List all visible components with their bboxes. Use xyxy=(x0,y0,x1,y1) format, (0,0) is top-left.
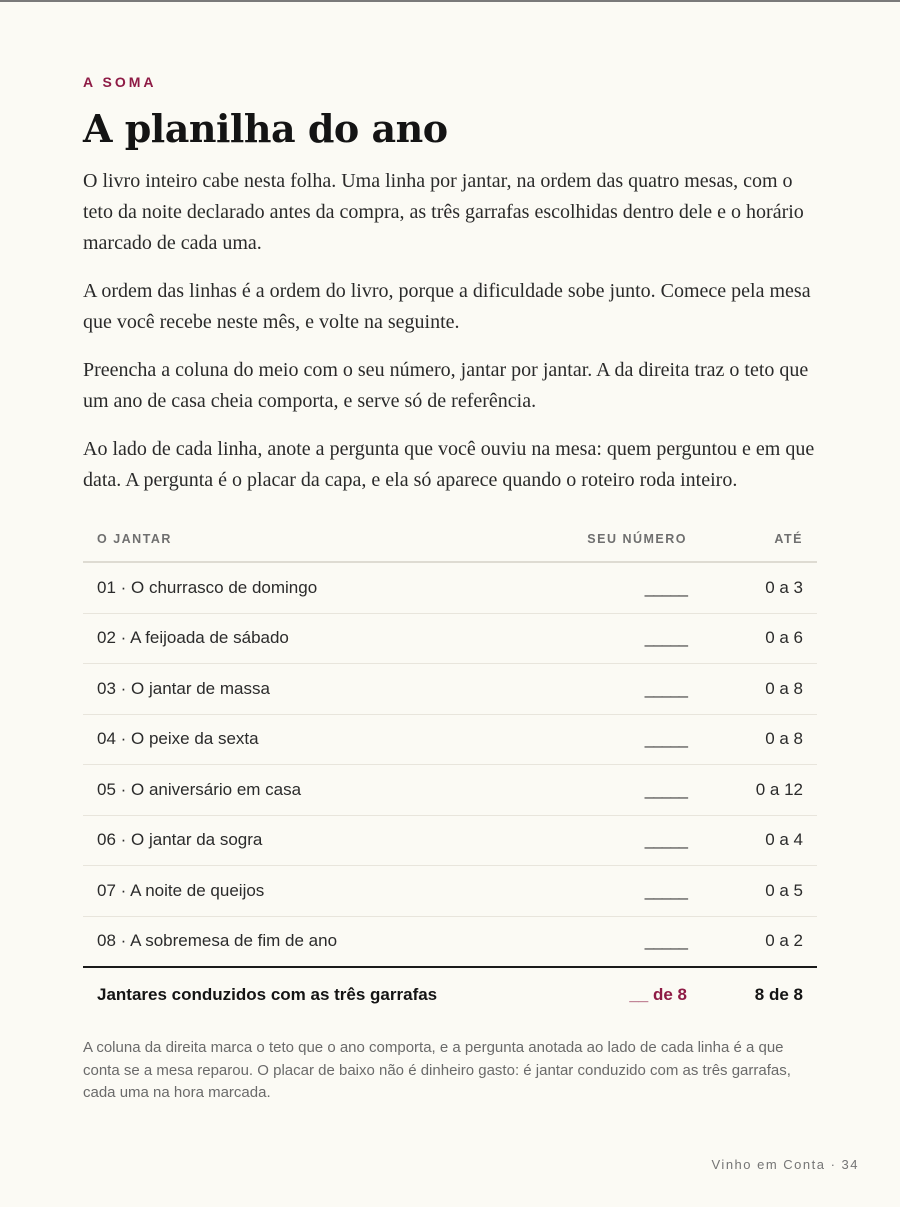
table-row xyxy=(83,613,817,664)
dinner-name: 06 · O jantar da sogra xyxy=(83,815,513,866)
column-header-max: ATÉ xyxy=(701,516,817,562)
intro-paragraph-2: A ordem das linhas é a ordem do livro, porque a dificuldade sobe junto. Comece pela mesa que você recebe neste mês, e volte na seguinte. xyxy=(83,280,811,333)
table-row xyxy=(83,562,817,613)
intro-paragraph-4: Ao lado de cada linha, anote a pergunta que você ouviu na mesa: quem perguntou e em que data. A pergunta é o placar da capa, e ela só aparece quando o roteiro roda inteiro. xyxy=(83,438,815,491)
dinner-name: 04 · O peixe da sexta xyxy=(83,714,513,765)
section-eyebrow: A SOMA xyxy=(83,74,157,90)
number-blank: _____ xyxy=(513,714,701,765)
column-header-number: SEU NÚMERO xyxy=(513,516,701,562)
number-blank: _____ xyxy=(513,664,701,715)
dinner-name: 03 · O jantar de massa xyxy=(83,664,513,715)
number-blank: _____ xyxy=(513,765,701,816)
number-blank: _____ xyxy=(513,866,701,917)
dinner-max: 0 a 4 xyxy=(701,815,817,866)
table-row xyxy=(83,866,817,917)
table-row xyxy=(83,765,817,816)
dinner-table xyxy=(83,516,817,1022)
page-title: A planilha do ano xyxy=(83,106,448,151)
dinner-name: 02 · A feijoada de sábado xyxy=(83,613,513,664)
dinner-name: 07 · A noite de queijos xyxy=(83,866,513,917)
dinner-name: 05 · O aniversário em casa xyxy=(83,765,513,816)
page-footer: Vinho em Conta · 34 xyxy=(711,1157,859,1172)
dinner-max: 0 a 8 xyxy=(701,664,817,715)
number-blank: _____ xyxy=(513,562,701,613)
dinner-max: 0 a 3 xyxy=(701,562,817,613)
table-note: A coluna da direita marca o teto que o ano comporta, e a pergunta anotada ao lado de cada linha é a que conta se a mesa reparou. O placar de baixo não é dinheiro gasto: é jantar conduzido com as três garrafas, cada uma na hora marcada. xyxy=(83,1039,791,1101)
table-row xyxy=(83,916,817,967)
dinner-name: 01 · O churrasco de domingo xyxy=(83,562,513,613)
number-blank: _____ xyxy=(513,613,701,664)
number-blank: _____ xyxy=(513,815,701,866)
intro-paragraph-1: O livro inteiro cabe nesta folha. Uma linha por jantar, na ordem das quatro mesas, com o teto da noite declarado antes da compra, as três garrafas escolhidas dentro dele e o horário marcado de cada uma. xyxy=(83,170,804,254)
table-header-row xyxy=(83,516,817,562)
dinner-max: 0 a 12 xyxy=(701,765,817,816)
dinner-max: 0 a 6 xyxy=(701,613,817,664)
table-row xyxy=(83,664,817,715)
table-row xyxy=(83,815,817,866)
number-blank: _____ xyxy=(513,916,701,967)
intro-paragraph-3: Preencha a coluna do meio com o seu número, jantar por jantar. A da direita traz o teto que um ano de casa cheia comporta, e serve só de referência. xyxy=(83,359,809,412)
dinner-name: 08 · A sobremesa de fim de ano xyxy=(83,916,513,967)
total-max: 8 de 8 xyxy=(754,985,803,1004)
total-label: Jantares conduzidos com as três garrafas xyxy=(97,985,438,1004)
total-row xyxy=(83,967,817,1022)
dinner-max: 0 a 8 xyxy=(701,714,817,765)
table-row xyxy=(83,714,817,765)
total-number: __ de 8 xyxy=(629,985,687,1004)
dinner-max: 0 a 2 xyxy=(701,916,817,967)
dinner-max: 0 a 5 xyxy=(701,866,817,917)
column-header-dinner: O JANTAR xyxy=(83,516,513,562)
